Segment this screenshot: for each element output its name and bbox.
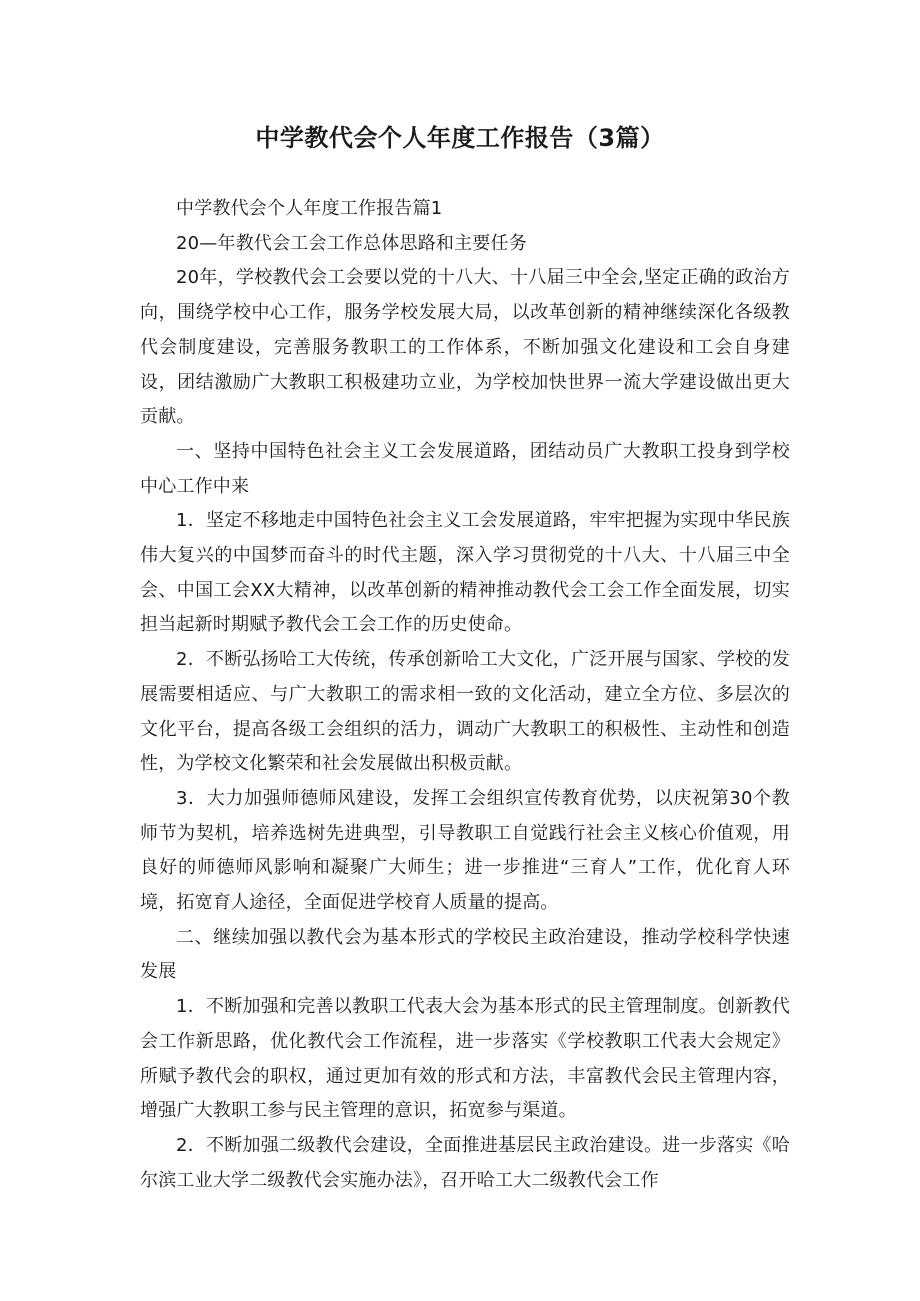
paragraph-heading: 二、继续加强以教代会为基本形式的学校民主政治建设，推动学校科学快速发展 — [140, 926, 790, 983]
subsection-heading: 20—年教代会工会工作总体思路和主要任务 — [176, 232, 527, 254]
document-title: 中学教代会个人年度工作报告（3篇） — [255, 124, 665, 152]
paragraph: 1．不断加强和完善以教职工代表大会为基本形式的民主管理制度。创新教代会工作新思路，优化教代会工作流程，进一步落实《学校教职工代表大会规定》所赋予教代会的职权，通过更加有效的形式和方法，丰富教代会民主管理内容，增强广大教职工参与民主管理的意识，拓宽参与渠道。 — [140, 996, 790, 1122]
paragraph: 1．坚定不移地走中国特色社会主义工会发展道路，牢牢把握为实现中华民族伟大复兴的中国梦而奋斗的时代主题，深入学习贯彻党的十八大、十八届三中全会、中国工会XX大精神，以改革创新的精神推动教代会工会工作全面发展，切实担当起新时期赋予教代会工会工作的历史使命。 — [140, 510, 790, 636]
paragraph: 2．不断加强二级教代会建设，全面推进基层民主政治建设。进一步落实《哈尔滨工业大学二级教代会实施办法》，召开哈工大二级教代会工作 — [140, 1134, 790, 1191]
paragraph-heading: 一、坚持中国特色社会主义工会发展道路，团结动员广大教职工投身到学校中心工作中来 — [140, 440, 790, 497]
section-heading: 中学教代会个人年度工作报告篇1 — [176, 198, 443, 219]
paragraph: 2．不断弘扬哈工大传统，传承创新哈工大文化，广泛开展与国家、学校的发展需要相适应、与广大教职工的需求相一致的文化活动，建立全方位、多层次的文化平台，提高各级工会组织的活力，调动广大教职工的积极性、主动性和创造性，为学校文化繁荣和社会发展做出积极贡献。 — [140, 649, 790, 775]
document-body — [140, 192, 790, 1198]
paragraph: 3．大力加强师德师风建设，发挥工会组织宣传教育优势，以庆祝第30个教师节为契机，培养选树先进典型，引导教职工自觉践行社会主义核心价值观，用良好的师德师风影响和凝聚广大师生；进一步推进“三育人”工作，优化育人环境，拓宽育人途径，全面促进学校育人质量的提高。 — [140, 787, 790, 914]
paragraph: 20年，学校教代会工会要以党的十八大、十八届三中全会,坚定正确的政治方向，围绕学校中心工作，服务学校发展大局，以改革创新的精神继续深化各级教代会制度建设，完善服务教职工的工作体系，不断加强文化建设和工会自身建设，团结激励广大教职工积极建功立业，为学校加快世界一流大学建设做出更大贡献。 — [140, 267, 790, 428]
